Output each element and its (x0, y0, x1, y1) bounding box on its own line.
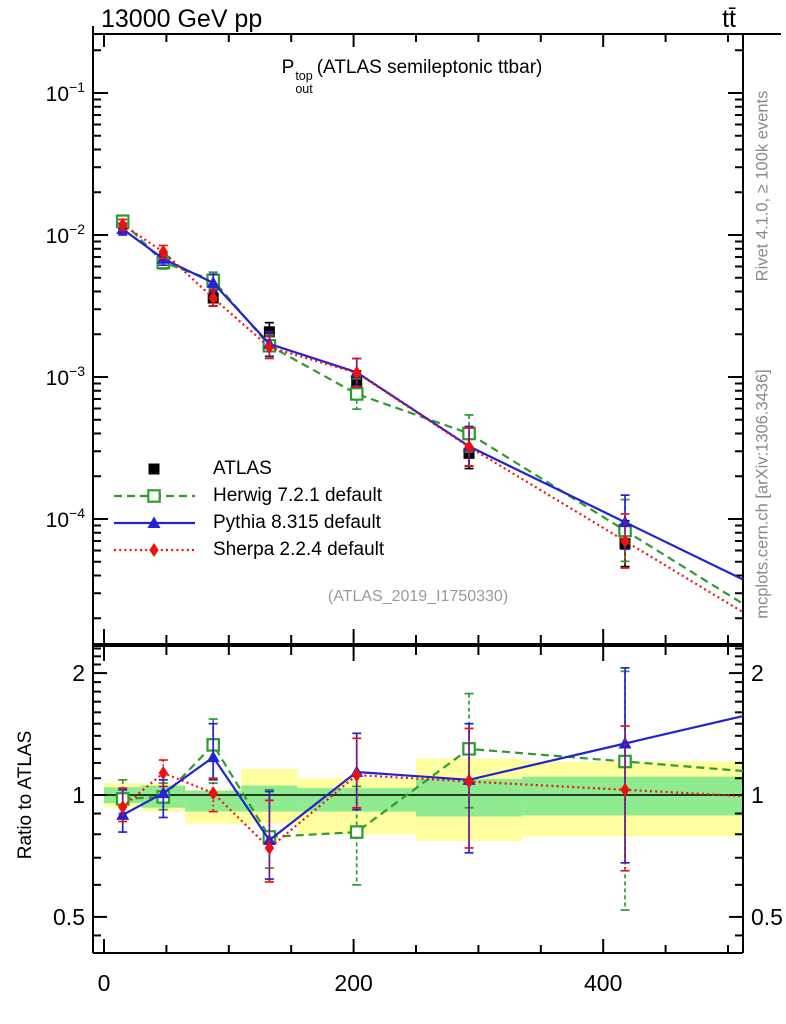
herwig-ratio-marker (351, 826, 362, 837)
legend-label: Herwig 7.2.1 default (213, 484, 382, 506)
main-y-tick-label: $10^{-1}$ (45, 79, 85, 106)
observable-symbol: P (281, 57, 295, 78)
legend-label: Pythia 8.315 default (213, 511, 381, 533)
ratio-y-axis-title: Ratio to ATLAS (15, 730, 36, 860)
ratio-uncertainty-bands (104, 759, 743, 841)
ratio-y-tick-label: 0.5 (53, 903, 85, 930)
x-tick-label: 400 (584, 970, 623, 996)
observable-superscript: top (295, 69, 313, 83)
sherpa-legend-marker-icon (149, 543, 158, 557)
rivet-version-label: Rivet 4.1.0, ≥ 100k events (753, 90, 772, 282)
legend-label: Sherpa 2.2.4 default (213, 538, 385, 560)
x-tick-label: 0 (97, 970, 111, 996)
analysis-id-watermark: (ATLAS_2019_I1750330) (327, 588, 509, 605)
legend (112, 455, 384, 563)
beam-energy-title: 13000 GeV pp (101, 5, 263, 33)
herwig-legend-marker-icon (148, 490, 159, 501)
legend-marker-pythia (112, 512, 197, 534)
legend-marker-herwig (112, 485, 197, 507)
ratio-y-tick-label-right: 0.5 (751, 903, 783, 930)
legend-marker-sherpa (112, 539, 197, 561)
observable-subscript: out (295, 82, 313, 97)
legend-item-herwig (112, 482, 384, 509)
observable-title (282, 57, 543, 96)
pythia-marker (619, 516, 632, 528)
sherpa-ratio-marker (159, 766, 168, 780)
ratio-y-tick-label-right: 2 (751, 660, 764, 687)
legend-item-sherpa (112, 536, 384, 563)
band-stat (522, 777, 743, 816)
process-title: tt̄ (722, 5, 736, 33)
mcplots-reference-label: mcplots.cern.ch [arXiv:1306.3436] (753, 369, 772, 619)
ratio-y-tick-label: 1 (72, 782, 85, 808)
ratio-y-tick-label: 2 (72, 660, 85, 687)
legend-label: ATLAS (213, 457, 272, 479)
main-y-tick-label: $10^{-2}$ (45, 221, 85, 248)
legend-item-pythia (112, 509, 384, 536)
atlas-legend-marker-icon (149, 463, 160, 474)
x-tick-label: 200 (334, 970, 373, 996)
main-y-tick-label: $10^{-4}$ (45, 505, 85, 532)
observable-description: (ATLAS semileptonic ttbar) (316, 57, 543, 78)
legend-marker-atlas (112, 458, 197, 480)
ratio-y-tick-label-right: 1 (751, 782, 764, 808)
herwig-marker (351, 388, 362, 399)
legend-item-atlas (112, 455, 384, 482)
main-y-tick-label: $10^{-3}$ (45, 363, 85, 390)
